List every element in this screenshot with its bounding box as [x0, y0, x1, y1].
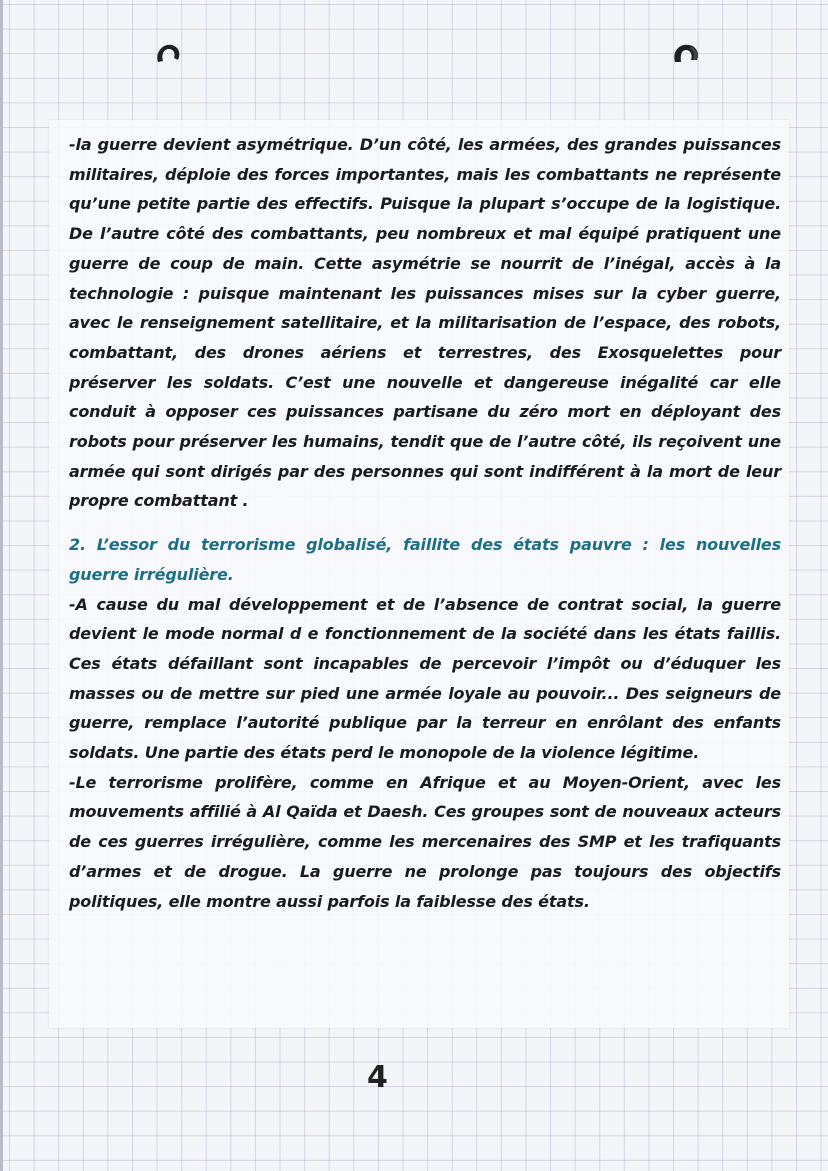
paragraph-asymmetric-war: -la guerre devient asymétrique. D’un côté, les armées, des grandes puissances militaires, déploie des forces importantes, mais les combattants ne représente qu’une petite partie des effectifs. Puisque la plupart s’occupe de la logistique. De l’autre côté des combattants, peu nombreux et mal équipé pratiquent une guerre de coup de main. Cette asymétrie se nourrit de l’inégal, accès à la technologie : puisque maintenant les puissances mises sur la cyber guerre, avec le renseignement satellitaire, et la militarisation de l’espace, des robots, combattant, des drones aériens et terrestres, des Exosquelettes pour préserver les soldats. C’est une nouvelle et dangereuse inégalité car elle conduit à opposer ces puissances partisane du zéro mort en déployant des robots pour préserver les humains, tendit que de l’autre côté, ils reçoivent une armée qui sont dirigés par des personnes qui sont indifférent à la mort de leur propre combattant .	[69, 135, 781, 511]
paragraph-terrorism: -Le terrorisme prolifère, comme en Afrique et au Moyen-Orient, avec les mouvements affilié à Al Qaïda et Daesh. Ces groupes sont de nouveaux acteurs de ces guerres irrégulière, comme les mercenaires des SMP et les trafiquants d’armes et de drogue. La guerre ne prolonge pas toujours des objectifs politiques, elle montre aussi parfois la faiblesse des états.	[69, 772, 781, 911]
paragraph-failed-states: -A cause du mal développement et de l’absence de contrat social, la guerre devient le mode normal d e fonctionnement de la société dans les états faillis. Ces états défaillant sont incapables de percevoir l’impôt ou d’éduquer les masses ou de mettre sur pied une armée loyale au pouvoir... Des seigneurs de guerre, remplace l’autorité publique par la terreur en enrôlant des enfants soldats. Une partie des états perd le monopole de la violence légitime.	[69, 594, 781, 763]
section-heading: 2. L’essor du terrorisme globalisé, faillite des états pauvre : les nouvelles guerre irrégulière.	[69, 535, 781, 584]
binder-ring-left-icon	[153, 40, 183, 70]
page-number: 4	[367, 1060, 388, 1095]
glued-sheet	[49, 120, 789, 1028]
text-block	[69, 130, 781, 916]
binder-ring-right-icon	[671, 40, 701, 70]
